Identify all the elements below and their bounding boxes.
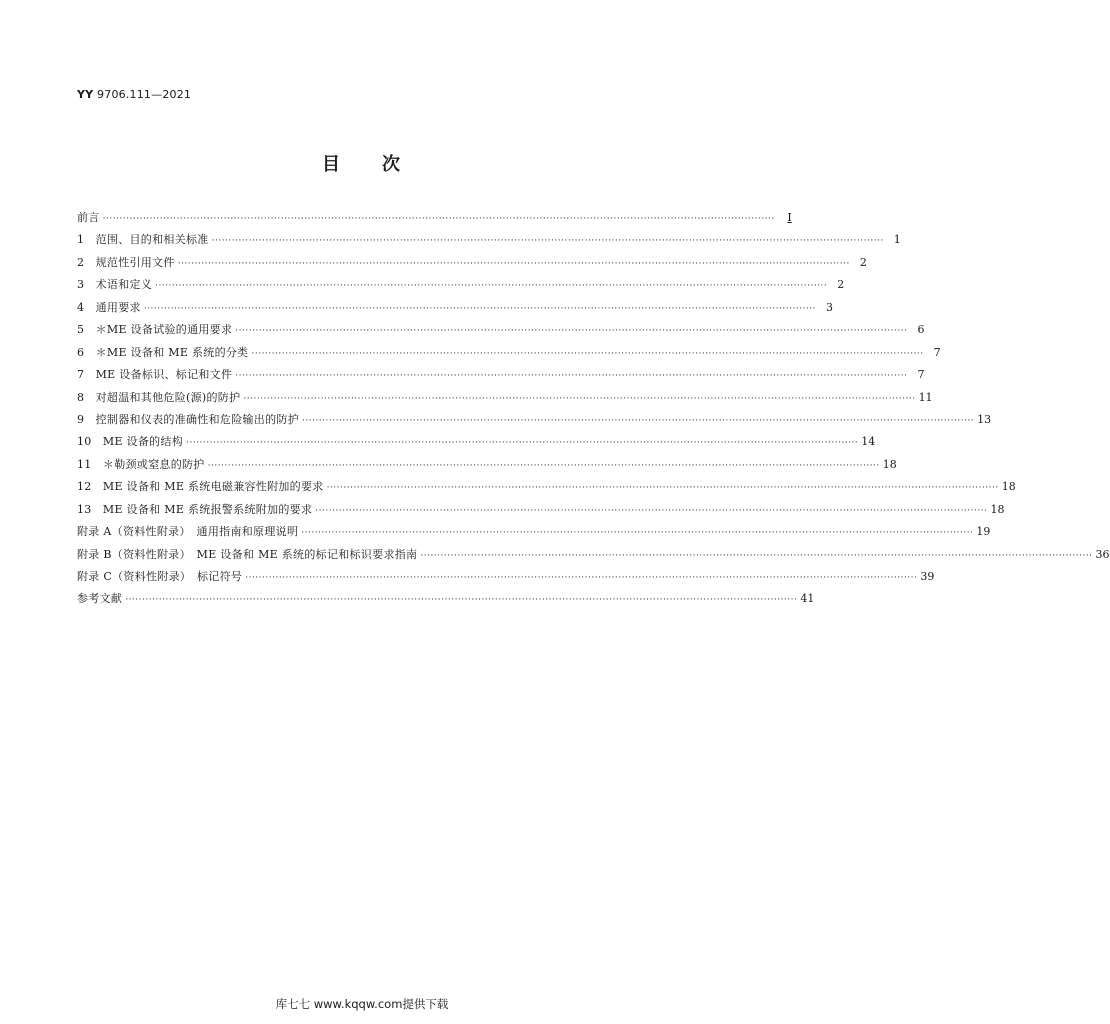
toc-entry-label: 参考文献 [77, 592, 123, 606]
toc-entry-label: 附录 C（资料性附录） 标记符号 [77, 570, 243, 583]
toc-leader-dots: ········································································································································································································ [207, 460, 880, 471]
toc-entry-label: 5 ＊ME 设备试验的通用要求 [77, 323, 233, 337]
standard-prefix: YY [77, 88, 94, 101]
toc-entry[interactable] [77, 454, 897, 476]
toc-entry-label: 13 ME 设备和 ME 系统报警系统附加的要求 [77, 502, 313, 516]
toc-entry[interactable] [77, 521, 991, 543]
toc-entry[interactable] [77, 588, 815, 610]
toc-entry-page: 3 [825, 300, 833, 314]
toc-entry-page: 18 [882, 457, 897, 471]
toc-entry[interactable] [77, 387, 933, 409]
toc-entry-label: 9 控制器和仪表的准确性和危险输出的防护 [77, 412, 299, 426]
toc-leader-dots: ········································································································································································································ [235, 326, 908, 337]
toc-entry-page: 18 [990, 502, 1005, 516]
toc-entry[interactable] [77, 364, 925, 386]
toc-entry[interactable] [77, 499, 1005, 521]
toc-leader-dots: ········································································································································································································ [301, 528, 974, 539]
toc-entry-page: 2 [837, 278, 845, 292]
toc-entry-label: 3 术语和定义 [77, 278, 153, 292]
toc-entry[interactable] [77, 342, 941, 364]
toc-entry[interactable] [77, 409, 992, 431]
standard-number [77, 88, 191, 101]
toc-leader-dots: ········································································································································································································ [315, 505, 988, 516]
toc-entry-label: 附录 B（资料性附录） ME 设备和 ME 系统的标记和标识要求指南 [77, 547, 418, 561]
title-char-2: 次 [382, 154, 402, 175]
toc-entry-page: 6 [917, 323, 925, 337]
toc-entry-label: 2 规范性引用文件 [77, 255, 175, 269]
toc-entry-page: 39 [920, 570, 935, 583]
toc-leader-dots: ········································································································································································································ [177, 258, 850, 269]
toc-entry[interactable] [77, 544, 1110, 566]
toc-leader-dots: ········································································································································································································ [235, 371, 908, 382]
toc-entry[interactable] [77, 431, 876, 453]
toc-entry-page: 11 [918, 390, 933, 404]
toc-leader-dots: ········································································································································································································ [102, 214, 775, 224]
standard-code: 9706.111—2021 [97, 88, 192, 101]
toc-entry-label: 11 ＊勒颈或窒息的防护 [77, 457, 205, 471]
toc-leader-dots: ········································································································································································································ [243, 393, 916, 404]
toc-entry[interactable] [77, 252, 867, 274]
toc-leader-dots: ········································································································································································································ [143, 303, 816, 314]
toc-entry[interactable] [77, 476, 1016, 498]
toc-entry-page: 41 [800, 592, 815, 606]
toc-entry-label: 12 ME 设备和 ME 系统电磁兼容性附加的要求 [77, 480, 324, 494]
table-of-contents [77, 207, 1110, 611]
toc-entry-page: 13 [977, 412, 992, 426]
toc-leader-dots: ········································································································································································································ [326, 483, 999, 494]
toc-entry[interactable] [77, 566, 935, 588]
toc-entry-label: 6 ＊ME 设备和 ME 系统的分类 [77, 345, 249, 359]
toc-entry-label: 7 ME 设备标识、标记和文件 [77, 368, 233, 382]
toc-entry-label: 4 通用要求 [77, 300, 141, 314]
toc-entry[interactable] [77, 274, 845, 296]
toc-leader-dots: ········································································································································································································ [251, 348, 924, 359]
toc-entry-label: 10 ME 设备的结构 [77, 435, 184, 449]
toc-leader-dots: ········································································································································································································ [420, 550, 1093, 561]
toc-entry-page: 14 [861, 435, 876, 449]
toc-entry-label: 1 范围、目的和相关标准 [77, 233, 209, 247]
toc-entry[interactable] [77, 319, 925, 341]
toc-leader-dots: ········································································································································································································ [125, 595, 798, 606]
toc-leader-dots: ········································································································································································································ [186, 438, 859, 449]
toc-entry-page: 18 [1001, 480, 1016, 494]
title-char-1: 目 [322, 154, 342, 175]
toc-entry-label: 附录 A（资料性附录） 通用指南和原理说明 [77, 525, 299, 539]
toc-entry-page: 19 [976, 525, 991, 539]
toc-entry-page: 7 [933, 345, 941, 359]
toc-entry[interactable] [77, 297, 833, 319]
toc-entry-page: 2 [859, 255, 867, 269]
toc-entry-page: 7 [917, 368, 925, 382]
page-title [0, 150, 724, 176]
toc-entry[interactable] [77, 229, 901, 251]
footer-download-note: 库七七 www.kqqw.com提供下载 [275, 997, 449, 1011]
toc-entry-page: 1 [893, 233, 901, 247]
toc-leader-dots: ········································································································································································································ [245, 573, 918, 583]
toc-entry-label: 8 对超温和其他危险(源)的防护 [77, 390, 241, 404]
toc-entry-page: Ⅰ [787, 211, 792, 224]
toc-entry-label: 前言 [77, 211, 100, 224]
toc-entry[interactable] [77, 207, 792, 229]
toc-entry-page: 36 [1095, 547, 1110, 561]
toc-leader-dots: ········································································································································································································ [155, 281, 828, 292]
toc-leader-dots: ········································································································································································································ [211, 236, 884, 247]
toc-leader-dots: ········································································································································································································ [302, 415, 975, 426]
